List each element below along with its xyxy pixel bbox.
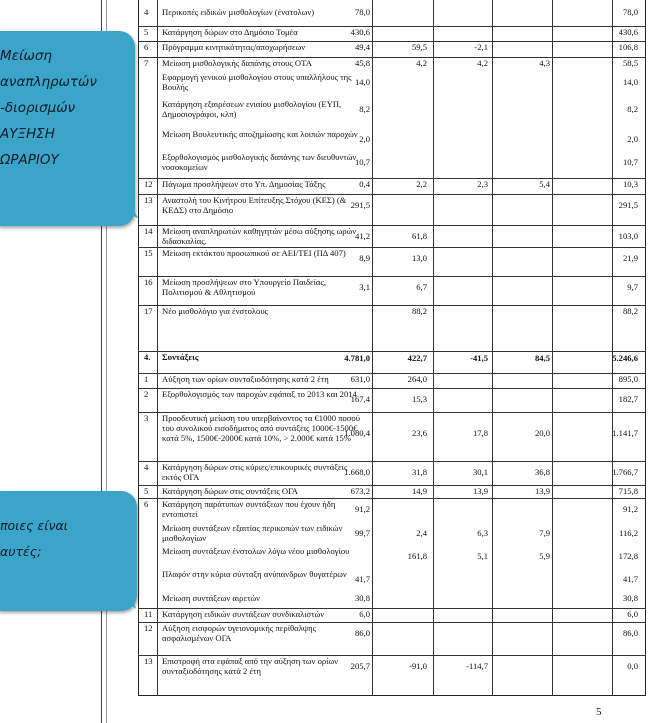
row-value: 30,1 (472, 467, 488, 477)
row-description: Αύξηση εισφορών υγειονομικής περίθαλψης ασφαλισμένων ΟΓΑ (162, 623, 317, 643)
row-value: 161,8 (407, 551, 427, 561)
row-total: 91,2 (622, 504, 638, 514)
row-total: 172,8 (618, 551, 638, 561)
row-value: 41,7 (354, 574, 370, 584)
row-description: Κατάργηση παράτυπων συντάξεων που έχουν ήδη εντοπιστεί (162, 499, 336, 519)
row-description: Κατάργηση δώρων στις συντάξεις ΟΓΑ (162, 486, 298, 496)
row-value: 45,8 (354, 58, 370, 68)
row-description: Αύξηση των ορίων συνταξιοδότησης κατά 2 έτη (162, 374, 329, 384)
row-description: Πάγωμα προσλήψεων στο Υπ. Δημοσίας Τάξης (162, 179, 326, 189)
row-number: 12 (144, 623, 153, 633)
row-number: 3 (144, 413, 149, 423)
table-row (138, 412, 646, 453)
row-total: 895,0 (618, 374, 638, 384)
row-total: 1.141,7 (612, 428, 638, 438)
row-value: 430,6 (350, 27, 370, 37)
row-value: 41,2 (354, 231, 370, 241)
row-value: 30,8 (354, 593, 370, 603)
row-total: 86,0 (622, 628, 638, 638)
row-value: 13,0 (411, 253, 427, 263)
row-total: 14,0 (622, 77, 638, 87)
row-value: 17,8 (472, 428, 488, 438)
row-value: 4,2 (477, 58, 488, 68)
row-number: 11 (144, 609, 153, 619)
row-description: Εξορθολογισμός μισθολογικής δαπάνης των διευθυντών νοσοκομείων (162, 152, 357, 172)
row-description: Επιστροφή στα εφάπαξ από την αύξηση των ορίων συνταξιοδότησης κατά 2 έτη (162, 656, 339, 676)
row-total: 78,0 (622, 7, 638, 17)
row-number: 6 (144, 499, 149, 509)
row-total: 41,7 (622, 574, 638, 584)
row-value: 205,7 (350, 661, 370, 671)
row-total: 2,0 (627, 134, 638, 144)
row-value: -2,1 (474, 42, 488, 52)
row-value: -91,0 (409, 661, 427, 671)
row-value: 15,3 (411, 394, 427, 404)
row-value: 2,4 (416, 528, 427, 538)
annotation-line: ΩΡΑΡΙΟΥ (0, 152, 59, 168)
row-number: 4 (144, 7, 149, 17)
row-value: 7,9 (539, 528, 550, 538)
row-number: 13 (144, 195, 153, 205)
row-value: 31,8 (411, 467, 427, 477)
row-total: 9,7 (627, 282, 638, 292)
row-number: 1 (144, 374, 149, 384)
table-row (138, 622, 646, 643)
annotation-line: -διορισμών (0, 100, 76, 116)
annotation-text (0, 513, 126, 565)
table-row (138, 608, 646, 619)
row-description: Εξορθολογισμός των παροχών εφάπαξ το 2013 και 2014 (162, 389, 357, 399)
row-value: 1.668,0 (344, 467, 370, 477)
row-total: 58,5 (622, 58, 638, 68)
row-value: 5,4 (539, 179, 550, 189)
row-number: 5 (144, 27, 149, 37)
table-row (138, 461, 646, 482)
row-value: 422,7 (407, 353, 427, 363)
row-description: Κατάργηση δώρων στις κύριες/επικουρικές συντάξεις εκτός ΟΓΑ (162, 462, 348, 482)
row-value: 8,2 (359, 104, 370, 114)
row-value: 631,0 (350, 374, 370, 384)
row-description: Συντάξεις (162, 352, 199, 362)
row-value: 99,7 (354, 528, 370, 538)
table-row (138, 523, 646, 543)
row-total: 30,8 (622, 593, 638, 603)
table-row (138, 305, 646, 316)
annotation-line: αυτές; (0, 544, 42, 559)
section-header-row (138, 351, 646, 364)
row-description: Περικοπές ειδικών μισθολογίων (ένστολων) (162, 7, 315, 17)
table-row (138, 225, 646, 246)
table-row (138, 72, 646, 92)
row-value: 4.781,0 (344, 353, 370, 363)
row-value: 61,8 (411, 231, 427, 241)
row-value: 14,0 (354, 77, 370, 87)
row-value: 36,8 (534, 467, 550, 477)
row-value: 167,4 (350, 394, 370, 404)
table-row (138, 247, 646, 268)
row-value: 84,5 (534, 353, 550, 363)
row-number: 16 (144, 277, 153, 287)
row-number: 15 (144, 248, 153, 258)
row-number: 12 (144, 179, 153, 189)
row-value: 0,4 (359, 179, 370, 189)
table-row (138, 99, 646, 119)
row-total: 430,6 (618, 27, 638, 37)
table-border-bottom (138, 695, 646, 696)
table-row (138, 569, 646, 589)
row-value: 10,7 (354, 157, 370, 167)
row-value: 6,0 (359, 609, 370, 619)
row-value: 23,6 (411, 428, 427, 438)
table-row (138, 593, 646, 603)
table-row (138, 194, 646, 215)
table-row (138, 388, 646, 409)
row-number: 17 (144, 306, 153, 316)
row-value: 1.080,4 (344, 428, 370, 438)
row-description: Μείωση Βουλευτικής αποζημίωσης και λοιπών παροχών (162, 129, 358, 139)
row-number: 4. (144, 352, 151, 362)
table-row (138, 26, 646, 37)
annotation-line: Μείωση (0, 48, 52, 64)
row-number: 13 (144, 656, 153, 666)
row-value: 264,0 (407, 374, 427, 384)
row-value: 5,1 (477, 551, 488, 561)
row-value: 673,2 (350, 486, 370, 496)
row-description: Κατάργηση δώρων στο Δημόσιο Τομέα (162, 27, 298, 37)
row-value: 13,9 (472, 486, 488, 496)
row-number: 2 (144, 389, 149, 399)
row-total: 5.246,6 (612, 353, 638, 363)
row-value: 6,7 (416, 282, 427, 292)
row-description: Πλαφόν στην κύρια σύνταξη ανύπανδρων θυγατέρων (162, 569, 347, 579)
row-total: 8,2 (627, 104, 638, 114)
row-value: 291,5 (350, 200, 370, 210)
row-description: Νέο μισθολόγιο για ένστολους (162, 306, 269, 316)
table-row (138, 546, 646, 566)
row-description: Μείωση συντάξεων αιρετών (162, 593, 261, 603)
row-value: -114,7 (466, 661, 488, 671)
row-total: 106,8 (618, 42, 638, 52)
row-total: 116,2 (618, 528, 638, 538)
table-row (138, 655, 646, 676)
row-total: 103,0 (618, 231, 638, 241)
row-total: 0,0 (627, 661, 638, 671)
row-description: Μείωση συντάξεων ένστολων λόγω νέου μισθολογίου (162, 546, 350, 556)
table-row (138, 498, 646, 519)
row-total: 21,9 (622, 253, 638, 263)
row-value: 59,5 (411, 42, 427, 52)
row-value: 14,9 (411, 486, 427, 496)
table-row (138, 7, 646, 17)
row-value: 20,0 (534, 428, 550, 438)
row-value: 88,2 (411, 306, 427, 316)
annotation-line: ποιες είναι (0, 518, 68, 533)
row-number: 6 (144, 42, 149, 52)
row-value: 2,3 (477, 179, 488, 189)
row-description: Εφαρμογή γενικού μισθολογίου στους υπαλλήλους της Βουλής (162, 72, 352, 92)
row-value: 86,0 (354, 628, 370, 638)
row-value: 3,1 (359, 282, 370, 292)
row-description: Κατάργηση εξαιρέσεων ενιαίου μισθολογίου (ΕΥΠ, Δημοσιογράφοι, κλπ) (162, 99, 342, 119)
annotation-line: αναπληρωτών (0, 74, 97, 90)
table-row (138, 276, 646, 297)
row-description: Μείωση εκτάκτου προσωπικού σε ΑΕΙ/ΤΕΙ (ΠΔ 407) (162, 248, 346, 258)
page-number: 5 (596, 706, 602, 718)
row-value: 91,2 (354, 504, 370, 514)
row-total: 1.766,7 (612, 467, 638, 477)
annotation-bubble-teachers (0, 31, 135, 226)
row-description: Πρόγραμμα κινητικότητας/αποχωρήσεων (162, 42, 306, 52)
annotation-line: ΑΥΞΗΣΗ (0, 126, 55, 142)
table-row (138, 152, 646, 172)
row-value: 4,2 (416, 58, 427, 68)
table-row (138, 485, 646, 496)
table-row (138, 57, 646, 68)
row-description: Μείωση συντάξεων εξαιτίας περικοπών των ειδικών μισθολογίων (162, 523, 343, 543)
row-number: 7 (144, 58, 149, 68)
row-value: -41,5 (470, 353, 488, 363)
row-total: 10,7 (622, 157, 638, 167)
row-description: Μείωση προσλήψεων στο Υπουργείο Παιδείας, Πολιτισμού & Αθλητισμού (162, 277, 326, 297)
table-row (138, 373, 646, 384)
row-description: Μείωση αναπληρωτών καθηγητών μέσω αύξησης ωρών διδασκαλίας. (162, 226, 357, 246)
row-number: 4 (144, 462, 149, 472)
row-value: 6,3 (477, 528, 488, 538)
row-description: Μείωση μισθολογικής δαπάνης στους ΟΤΑ (162, 58, 312, 68)
table-row (138, 178, 646, 189)
row-value: 2,2 (416, 179, 427, 189)
row-description: Κατάργηση ειδικών συντάξεων συνδικαλιστών (162, 609, 325, 619)
row-number: 14 (144, 226, 153, 236)
row-number: 5 (144, 486, 149, 496)
row-total: 182,7 (618, 394, 638, 404)
row-value: 49,4 (354, 42, 370, 52)
row-value: 78,0 (354, 7, 370, 17)
row-total: 291,5 (618, 200, 638, 210)
annotation-text (0, 43, 126, 173)
row-total: 715,8 (618, 486, 638, 496)
row-total: 6,0 (627, 609, 638, 619)
row-total: 10,3 (622, 179, 638, 189)
row-description: Αναστολή του Κινήτρου Επίτευξης Στόχου (ΚΕΣ) (& ΚΕΔΣ) στο Δημόσιο (162, 195, 347, 215)
annotation-bubble-question (0, 491, 137, 611)
table-row (138, 129, 646, 149)
row-value: 2,0 (359, 134, 370, 144)
row-value: 4,3 (539, 58, 550, 68)
row-value: 8,9 (359, 253, 370, 263)
row-value: 5,9 (539, 551, 550, 561)
row-total: 88,2 (622, 306, 638, 316)
budget-measures-table (138, 0, 646, 696)
row-value: 13,9 (534, 486, 550, 496)
table-row (138, 41, 646, 52)
row-description: Προοδευτική μείωση του υπερβαίνοντος τα €1000 ποσού του συνολικού εισοδήματος από συντάξεις 1000€-1500€ κατά 5%, 1500€-2000€ κατά 10%, > 2.000€ κατά 15% (162, 413, 360, 443)
